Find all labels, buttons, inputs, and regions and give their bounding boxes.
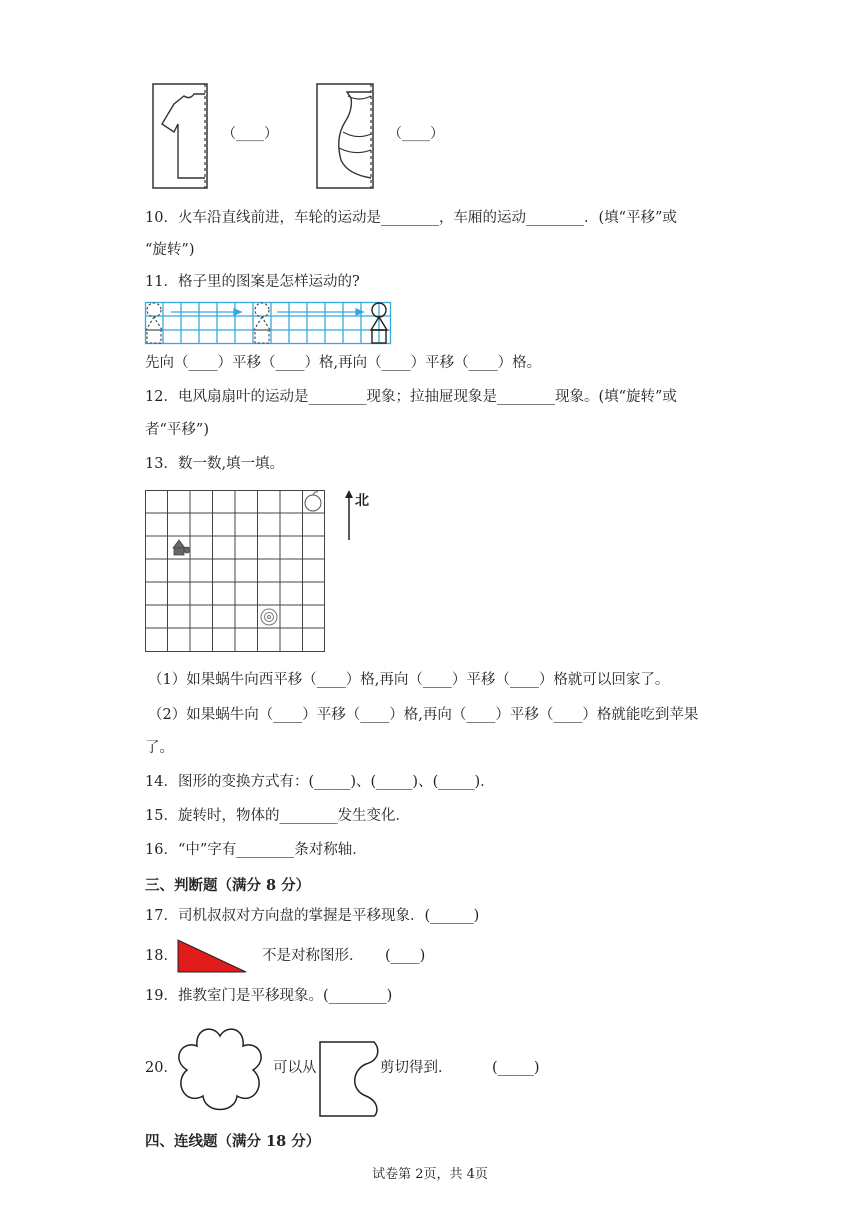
snail-icon bbox=[261, 609, 277, 625]
question-11-answer: 先向（____）平移（____）格,再向（____）平移（____）格。 bbox=[145, 355, 542, 371]
question-10-line-2: “旋转”) bbox=[145, 242, 195, 258]
question-13-sub-2-line-1: （2）如果蜗牛向（____）平移（____）格,再向（____）平移（____）格就能吃到苹果 bbox=[148, 707, 699, 723]
question-19: 19．推教室门是平移现象。(________) bbox=[145, 988, 393, 1004]
question-16: 16．“中”字有________条对称轴． bbox=[145, 842, 367, 858]
question-13-title: 13．数一数,填一填。 bbox=[145, 456, 285, 472]
north-label: 北 bbox=[355, 493, 369, 509]
question-12-line-1: 12．电风扇扇叶的运动是________现象；拉抽屉现象是________现象。(填“旋转”或 bbox=[145, 389, 677, 405]
snail-grid-map bbox=[145, 490, 325, 652]
question-17: 17．司机叔叔对方向盘的掌握是平移现象．(______) bbox=[145, 908, 480, 924]
question-18-blank: (____) bbox=[385, 948, 426, 964]
red-right-triangle bbox=[176, 938, 248, 974]
section-3-heading: 三、判断题（满分 8 分） bbox=[145, 877, 311, 894]
house-icon bbox=[173, 540, 190, 555]
question-13-sub-1: （1）如果蜗牛向西平移（____）格,再向（____）平移（____）格就可以回家了。 bbox=[148, 672, 670, 688]
q9-blank-1: （____） bbox=[222, 126, 278, 142]
question-20-text-1: 可以从 bbox=[273, 1060, 317, 1076]
apple-icon bbox=[305, 492, 321, 511]
question-10-line-1: 10．火车沿直线前进，车轮的运动是________，车厢的运动________．(填“平移”或 bbox=[145, 210, 677, 226]
question-12-line-2: 者“平移”) bbox=[145, 422, 209, 438]
question-14: 14．图形的变换方式有：(_____)、(_____)、(_____)． bbox=[145, 774, 495, 790]
page-footer: 试卷第 2页，共 4页 bbox=[372, 1167, 488, 1182]
shirt-half-figure bbox=[150, 82, 210, 190]
question-13-sub-2-line-2: 了。 bbox=[145, 740, 174, 756]
question-18-number: 18． bbox=[145, 948, 178, 964]
section-4-heading: 四、连线题（满分 18 分） bbox=[145, 1133, 321, 1150]
question-20-blank: (_____) bbox=[492, 1060, 540, 1076]
half-flower-cut-figure bbox=[318, 1040, 380, 1118]
q9-blank-2: （____） bbox=[388, 126, 444, 142]
question-18-text: 不是对称图形． bbox=[262, 948, 364, 964]
question-20-text-2: 剪切得到． bbox=[380, 1060, 453, 1076]
vase-half-figure bbox=[315, 82, 377, 190]
question-11-title: 11．格子里的图案是怎样运动的? bbox=[145, 274, 360, 290]
question-15: 15．旋转时，物体的________发生变化． bbox=[145, 808, 410, 824]
translation-grid-figure bbox=[145, 302, 391, 344]
flower-shape-figure bbox=[175, 1026, 265, 1110]
question-20-number: 20． bbox=[145, 1060, 178, 1076]
